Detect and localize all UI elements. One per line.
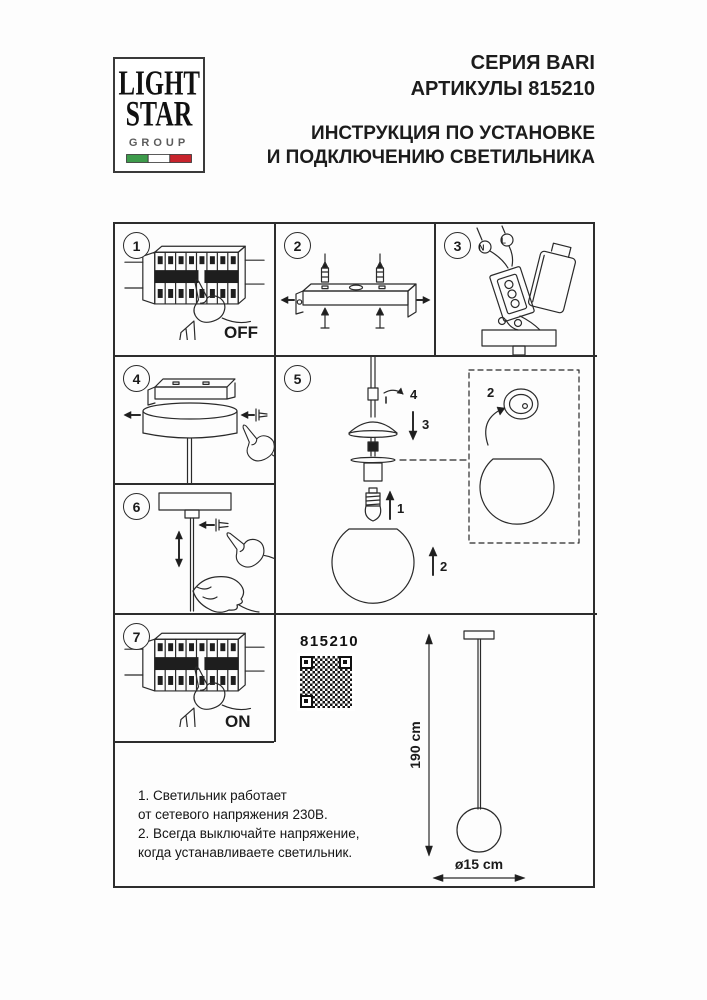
- canopy-wires-icon: [499, 316, 541, 330]
- pendant-lamp-icon: [457, 631, 501, 852]
- glass-globe-icon: [332, 529, 414, 603]
- qr-finder-icon: [300, 656, 313, 669]
- part2-label: 2: [440, 559, 448, 574]
- terminal-block-icon: [489, 266, 534, 322]
- italian-flag-icon: [126, 154, 192, 163]
- hand-with-screw-icon: [234, 416, 274, 480]
- adjust-arrow-icon: [176, 531, 183, 567]
- canopy-cylinder-icon: [143, 403, 237, 483]
- part3-label: 3: [422, 417, 430, 432]
- step7-panel: [115, 615, 274, 742]
- page-title: [267, 122, 595, 170]
- article-qr-block: [300, 633, 370, 708]
- retaining-ring-icon: [504, 389, 538, 419]
- cover-plate-icon: [528, 241, 579, 314]
- title-line-1: ИНСТРУКЦИЯ ПО УСТАНОВКЕ: [311, 123, 595, 144]
- canopy-plate-icon: [159, 493, 231, 611]
- part4-label: 4: [410, 387, 418, 402]
- diameter-dimension-icon: [433, 875, 525, 882]
- suspension-rod-icon: [368, 357, 378, 417]
- step5-panel: [276, 357, 597, 613]
- mounted-bracket-icon: [148, 379, 235, 405]
- step4-panel: [115, 357, 274, 483]
- logo-text-star: STAR: [125, 94, 193, 135]
- step4-number: 4: [123, 365, 150, 392]
- shade-cone-icon: [349, 422, 397, 456]
- screw-icon: [321, 308, 384, 328]
- step1-number: 1: [123, 232, 150, 259]
- power-on-label: ON: [225, 712, 251, 731]
- step2-number: 2: [284, 232, 311, 259]
- lower-hand-icon: [193, 577, 259, 613]
- step3-number: 3: [444, 232, 471, 259]
- mounting-bracket-icon: [296, 284, 416, 317]
- safety-notes: [138, 786, 359, 862]
- title-line-2: И ПОДКЛЮЧЕНИЮ СВЕТИЛЬНИКА: [266, 147, 595, 168]
- globe-icon: [480, 459, 554, 524]
- article-number-line: АРТИКУЛЫ 815210: [410, 78, 595, 100]
- part1-label: 1: [397, 501, 405, 516]
- ceiling-canopy-icon: [482, 330, 556, 355]
- step7-number: 7: [123, 623, 150, 650]
- upper-hand-icon: [219, 520, 274, 586]
- up-arrow-icon: [386, 491, 394, 519]
- wire-l-label: L: [501, 236, 506, 246]
- diameter-label: ø15 cm: [454, 856, 504, 872]
- side-arrow-icon: [124, 412, 140, 419]
- bulb-icon: [365, 488, 380, 521]
- series-name: СЕРИЯ BARI: [470, 52, 595, 74]
- logo-text-group: GROUP: [128, 136, 190, 149]
- dimension-drawing: [382, 615, 597, 888]
- article-number: 815210: [300, 633, 360, 650]
- step3-panel: [436, 224, 597, 355]
- note-line-4: когда устанавливаете светильник.: [138, 845, 353, 860]
- step6-panel: [115, 485, 274, 613]
- dimensions-panel: [382, 615, 597, 888]
- step2-panel: [276, 224, 434, 355]
- step1-panel: [115, 224, 274, 355]
- locking-screw-icon: [199, 519, 228, 531]
- qr-finder-icon: [339, 656, 352, 669]
- header-series-block: [411, 50, 595, 102]
- note-line-3: 2. Всегда выключайте напряжение,: [138, 826, 360, 841]
- curved-arrow-icon: [486, 407, 505, 445]
- note-line-2: от сетевого напряжения 230В.: [138, 807, 328, 822]
- down-arrow-icon: [409, 412, 417, 440]
- socket-flange-icon: [351, 457, 395, 481]
- logo-text-light: LIGHT: [118, 63, 200, 103]
- height-label: 190 cm: [407, 721, 423, 769]
- inset-part-label: 2: [487, 385, 495, 400]
- up-arrow-icon: [429, 547, 437, 575]
- globe-detail-inset: [469, 370, 579, 543]
- step5-number: 5: [284, 365, 311, 392]
- lightstar-logo: [113, 57, 205, 173]
- qr-code: [300, 656, 352, 708]
- step6-number: 6: [123, 493, 150, 520]
- qr-finder-icon: [300, 695, 313, 708]
- wire-n-label: N: [478, 243, 485, 253]
- note-line-1: 1. Светильник работает: [138, 788, 287, 803]
- height-dimension-icon: [426, 634, 433, 856]
- side-screw-icon: [241, 409, 267, 421]
- step5-diagram: [276, 357, 597, 613]
- wall-anchor-icon: [322, 254, 384, 282]
- rotate-arrow-icon: [384, 388, 403, 403]
- power-off-label: OFF: [224, 323, 258, 342]
